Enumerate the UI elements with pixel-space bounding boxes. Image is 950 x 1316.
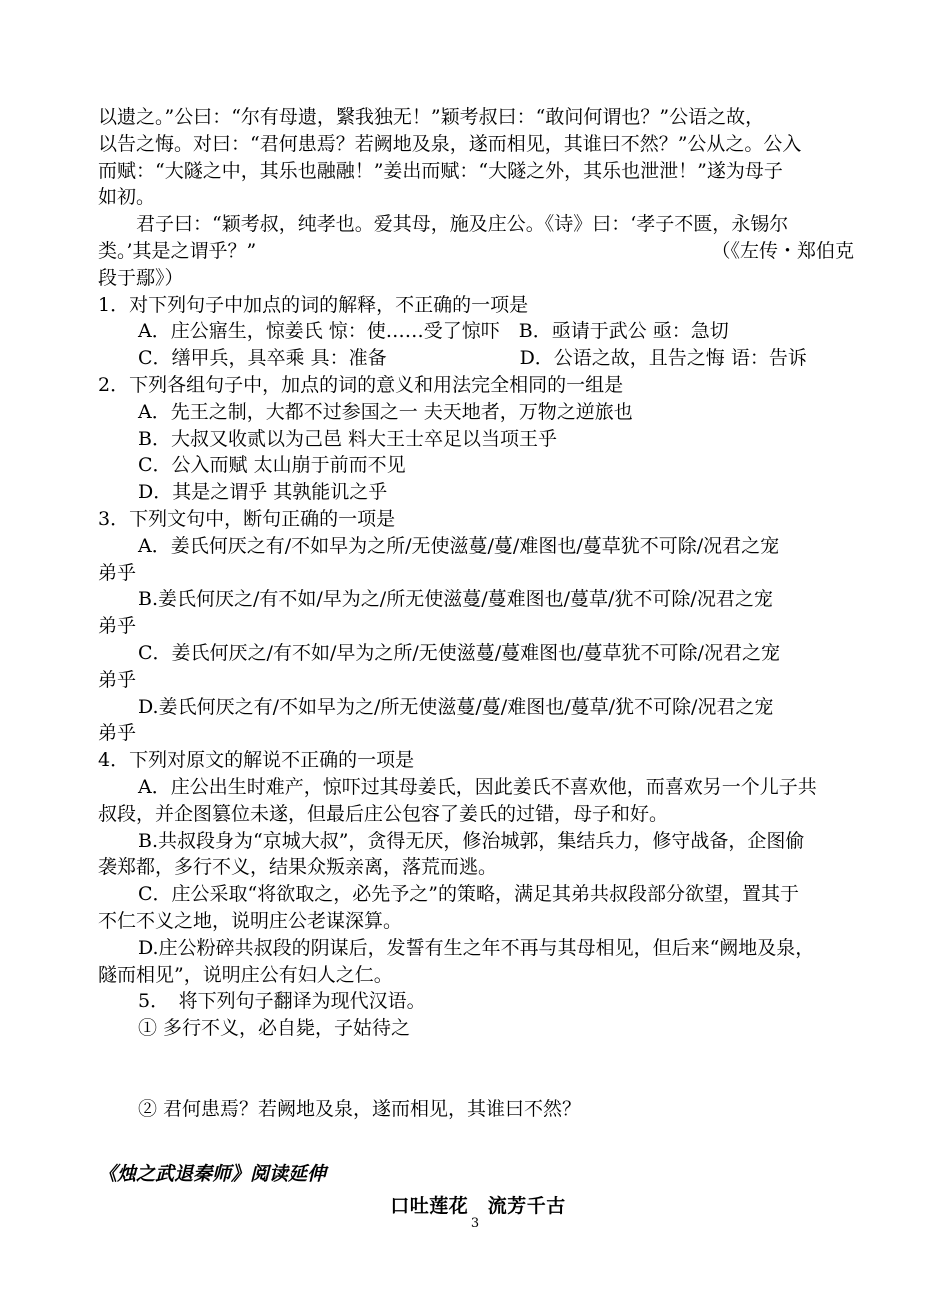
- option-c: C．庄公采取“将欲取之，必先予之”的策略，满足其弟共叔段部分欲望，置其于: [138, 883, 799, 906]
- translation-item-2: ② 君何患焉？若阙地及泉，遂而相见，其谁曰不然？: [138, 1097, 582, 1120]
- option-c: C．姜氏何厌之/有不如/早为之所/无使滋蔓/蔓难图也/蔓草犹不可除/况君之宠: [138, 641, 780, 664]
- passage-line: 而赋：“大隧之中，其乐也融融！”姜出而赋：“大隧之外，其乐也泄泄！”遂为母子: [98, 159, 783, 182]
- article-title: 口吐莲花 流芳千古: [390, 1195, 566, 1218]
- option-a: A．姜氏何厌之有/不如早为之所/无使滋蔓/蔓/难图也/蔓草犹不可除/况君之宠: [138, 534, 780, 557]
- source-citation: （《左传・郑伯克: [711, 239, 854, 262]
- question-options: A．庄公寤生，惊姜氏 惊：使……受了惊吓 B．亟请于武公 亟：急切: [138, 320, 729, 343]
- passage-line: 以告之悔。对曰：“君何患焉？若阙地及泉，遂而相见，其谁曰不然？”公从之。公入: [98, 132, 802, 155]
- question-1: [98, 292, 858, 372]
- option-a: A．庄公出生时难产，惊吓过其母姜氏，因此姜氏不喜欢他，而喜欢另一个儿子共: [138, 775, 817, 798]
- option-c-cont: 不仁不义之地，说明庄公老谋深算。: [98, 909, 403, 932]
- junzi-cite-line: [98, 238, 858, 265]
- question-3: [98, 506, 858, 747]
- option-b: B.共叔段身为“京城大叔”，贪得无厌，修治城郭，集结兵力，修守战备，企图偷: [138, 829, 805, 852]
- question-stem: 3．下列文句中，断句正确的一项是: [98, 507, 396, 530]
- junzi-line: 君子曰：“颖考叔，纯孝也。爱其母，施及庄公。《诗》曰：‘孝子不匮，永锡尔: [136, 213, 789, 236]
- option-b-cont: 弟乎: [98, 615, 137, 638]
- option-b: B.姜氏何厌之/有不如/早为之/所无使滋蔓/蔓难图也/蔓草/犹不可除/况君之宠: [138, 588, 773, 611]
- option-d: D．其是之谓乎 其孰能讥之乎: [138, 481, 388, 504]
- option-d: D.庄公粉碎共叔段的阴谋后，发誓有生之年不再与其母相见，但后来“阙地及泉，: [138, 936, 815, 959]
- answer-space: [98, 1123, 858, 1161]
- option-a-cont: 叔段，并企图篡位未遂，但最后庄公包容了姜氏的过错，母子和好。: [98, 802, 669, 825]
- passage: [98, 104, 858, 292]
- source-citation-end: 段于鄢》）: [98, 266, 184, 289]
- option-c: C．公入而赋 太山崩于前而不见: [138, 454, 406, 477]
- answer-space: [98, 1042, 858, 1096]
- option-b-cont: 袭郑都，多行不义，结果众叛亲离，落荒而逃。: [98, 856, 498, 879]
- question-4: [98, 747, 858, 988]
- passage-line: 如初。: [98, 186, 156, 209]
- translation-item-1: ① 多行不义，必自毙，子姑待之: [138, 1017, 411, 1040]
- option-c-cont: 弟乎: [98, 668, 137, 691]
- option-d: D.姜氏何厌之有/不如早为之/所无使滋蔓/蔓/难图也/蔓草/犹不可除/况君之宠: [138, 695, 774, 718]
- question-stem: 2．下列各组句子中，加点的词的意义和用法完全相同的一组是: [98, 373, 624, 396]
- question-stem: 4．下列对原文的解说不正确的一项是: [98, 749, 415, 772]
- passage-line: 以遗之。”公曰：“尔有母遗，繄我独无！”颖考叔曰：“敢问何谓也？”公语之故，: [98, 106, 765, 128]
- option-a-cont: 弟乎: [98, 561, 137, 584]
- option-d-cont: 隧而相见”，说明庄公有妇人之仁。: [98, 963, 393, 986]
- question-options: C．缮甲兵，具卒乘 具：准备 D．公语之故，且告之悔 语：告诉: [138, 347, 807, 370]
- question-2: [98, 372, 858, 506]
- section-title: 《烛之武退秦师》阅读延伸: [98, 1162, 327, 1185]
- question-5: [98, 988, 858, 1160]
- option-d-cont: 弟乎: [98, 722, 137, 745]
- question-stem: 5． 将下列句子翻译为现代汉语。: [138, 990, 426, 1013]
- question-stem: 1．对下列句子中加点的词的解释，不正确的一项是: [98, 293, 529, 316]
- junzi-line-end: 类。’其是之谓乎？”: [98, 239, 257, 262]
- option-a: A．先王之制，大都不过参国之一 夫天地者，万物之逆旅也: [138, 400, 633, 423]
- option-b: B．大叔又收贰以为己邑 料大王士卒足以当项王乎: [138, 427, 558, 450]
- page-content: [98, 104, 858, 1220]
- page-number: 3: [470, 1216, 480, 1231]
